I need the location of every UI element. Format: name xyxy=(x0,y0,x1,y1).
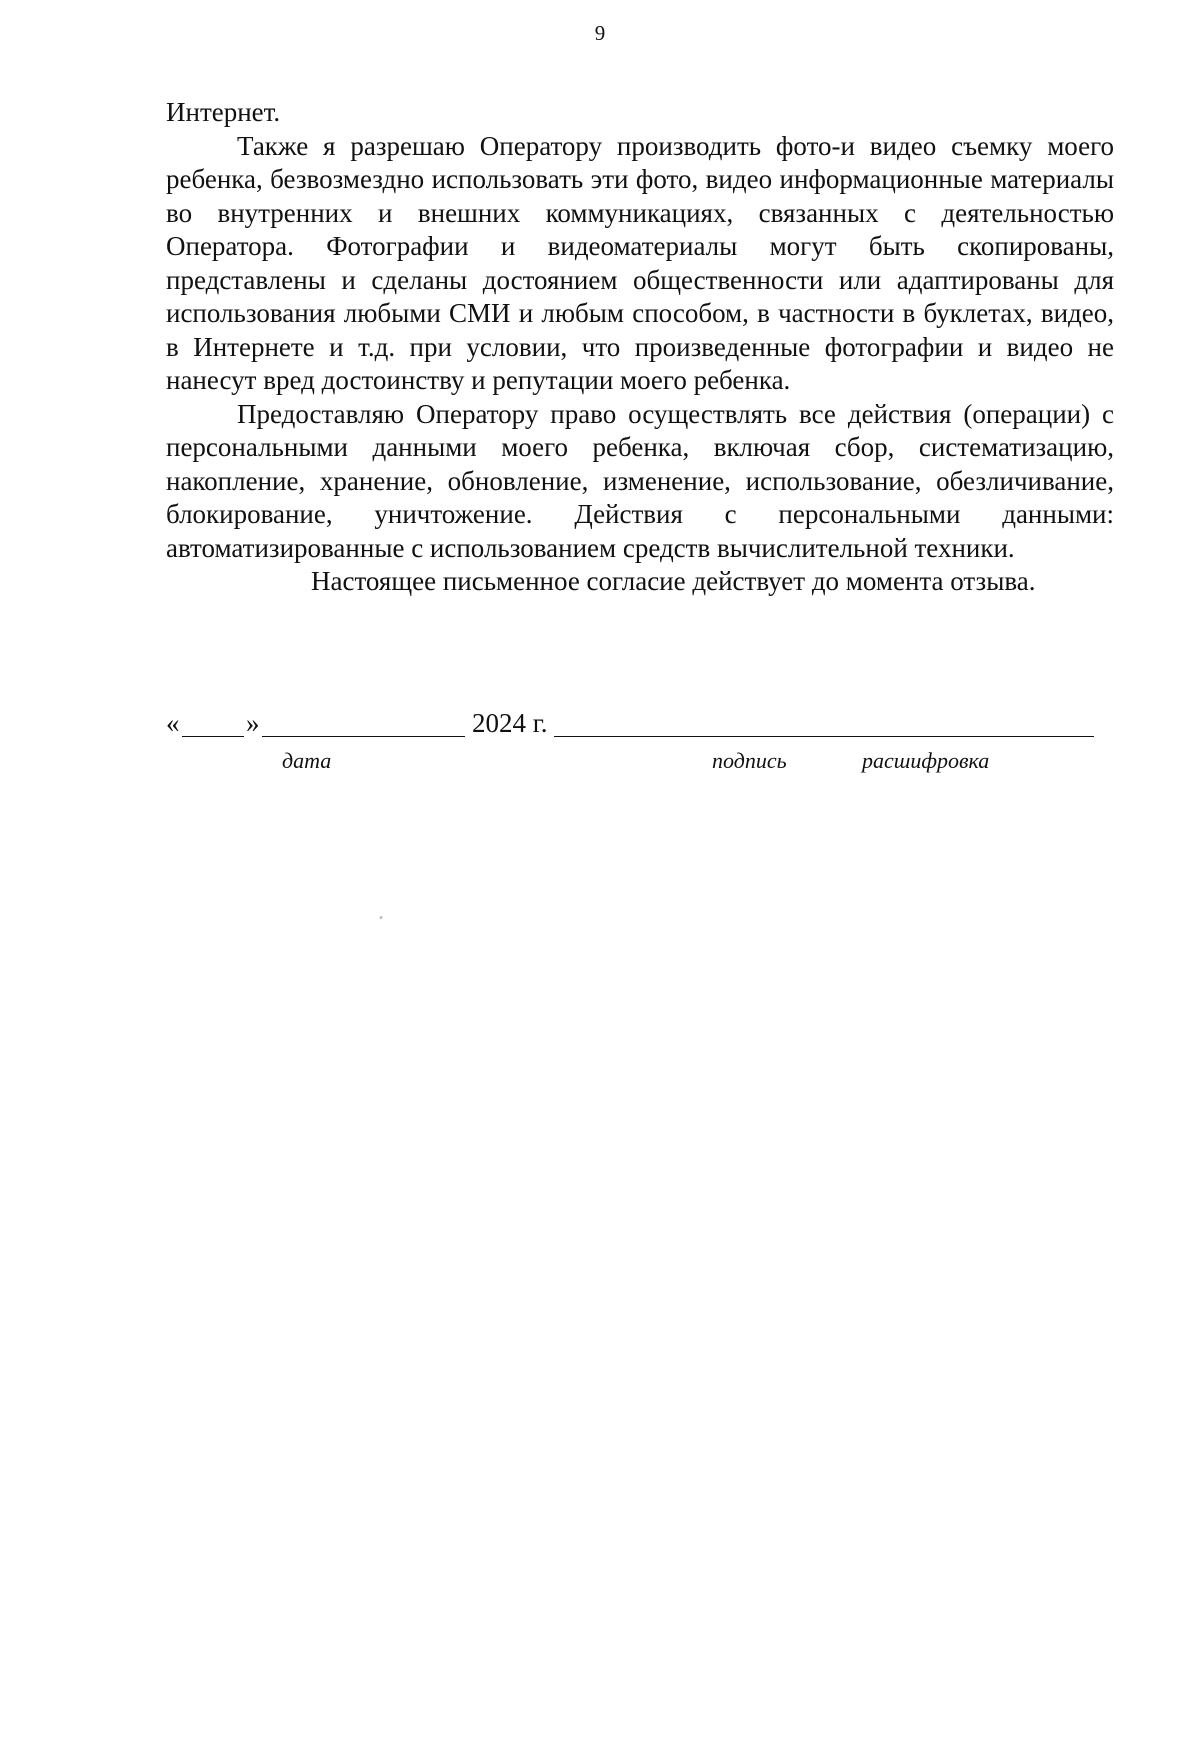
caption-date: дата xyxy=(282,748,332,773)
document-body xyxy=(166,96,1114,599)
paragraph-validity: Настоящее письменное согласие действует до момента отзыва. xyxy=(311,566,1036,596)
paragraph-photo-consent: Также я разрешаю Оператору производить фото-и видео съемку моего ребенка, безвозмездно использовать эти фото, видео информационные материалы во внутренних и внешних коммуникациях, связанных с деятельностью Оператора. Фотографии и видеоматериалы могут быть скопированы, представлены и сделаны достоянием общественности или адаптированы для использования любыми СМИ и любым способом, в частности в буклетах, видео, в Интернете и т.д. при условии, что произведенные фотографии и видео не нанесут вред достоинству и репутации моего ребенка. xyxy=(166,130,1114,395)
signature-line xyxy=(166,706,1114,740)
paragraph-data-processing: Предоставляю Оператору право осуществлять все действия (операции) с персональными данными моего ребенка, включая сбор, систематизацию, накопление, хранение, обновление, изменение, использование, обезличивание, блокирование, уничтожение. Действия с персональными данными: автоматизированные с использованием средств вычислительной техники. xyxy=(166,398,1114,563)
page-number: 9 xyxy=(594,21,606,45)
open-quote: « xyxy=(166,708,180,738)
day-blank xyxy=(182,736,244,737)
caption-decoding: расшифровка xyxy=(862,748,990,773)
scan-speck xyxy=(379,916,382,920)
paragraph-continuation: Интернет. xyxy=(166,97,281,127)
caption-signature: подпись xyxy=(712,748,787,773)
close-quote: » xyxy=(246,708,260,738)
signature-blank xyxy=(554,736,1094,737)
year-label: 2024 г. xyxy=(472,708,548,738)
month-blank xyxy=(262,736,465,737)
